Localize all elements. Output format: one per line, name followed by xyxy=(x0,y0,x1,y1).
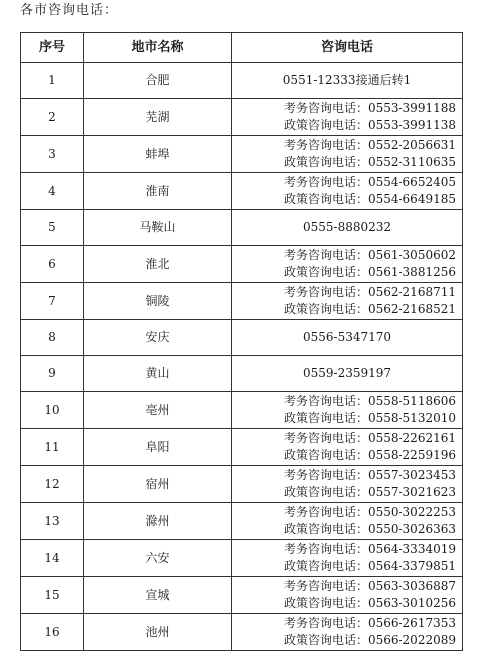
row-index: 5 xyxy=(21,210,84,246)
city-name: 淮南 xyxy=(84,173,232,210)
header-index: 序号 xyxy=(21,33,84,63)
row-index: 2 xyxy=(21,99,84,136)
phone-cell xyxy=(232,136,463,173)
table-row xyxy=(21,246,463,283)
phone-cell xyxy=(232,466,463,503)
contact-table xyxy=(20,32,463,651)
phone-cell xyxy=(232,503,463,540)
phone-number-primary: 0556-5347170 xyxy=(302,330,392,344)
row-index: 9 xyxy=(21,356,84,392)
city-name: 合肥 xyxy=(84,63,232,99)
phone-number-primary: 考务咨询电话：0564-3334019 xyxy=(283,542,456,556)
row-index: 6 xyxy=(21,246,84,283)
phone-cell xyxy=(232,429,463,466)
phone-number-primary: 考务咨询电话：0561-3050602 xyxy=(283,248,456,262)
city-name: 六安 xyxy=(84,540,232,577)
table-row xyxy=(21,503,463,540)
phone-number-primary: 考务咨询电话：0566-2617353 xyxy=(283,616,456,630)
phone-number-secondary: 政策咨询电话：0564-3379851 xyxy=(283,559,456,573)
phone-number-secondary: 政策咨询电话：0561-3881256 xyxy=(283,265,456,279)
phone-cell xyxy=(232,392,463,429)
phone-cell xyxy=(232,540,463,577)
phone-number-secondary: 政策咨询电话：0563-3010256 xyxy=(283,596,456,610)
table-row xyxy=(21,466,463,503)
city-name: 铜陵 xyxy=(84,283,232,320)
table-row xyxy=(21,63,463,99)
city-name: 亳州 xyxy=(84,392,232,429)
phone-number-secondary: 政策咨询电话：0554-6649185 xyxy=(283,192,456,206)
city-name: 淮北 xyxy=(84,246,232,283)
city-name: 池州 xyxy=(84,614,232,651)
city-name: 滁州 xyxy=(84,503,232,540)
table-row xyxy=(21,356,463,392)
row-index: 8 xyxy=(21,320,84,356)
phone-cell xyxy=(232,614,463,651)
table-row xyxy=(21,283,463,320)
row-index: 7 xyxy=(21,283,84,320)
header-city: 地市名称 xyxy=(84,33,232,63)
row-index: 16 xyxy=(21,614,84,651)
table-body xyxy=(21,63,463,651)
phone-number-secondary: 政策咨询电话：0553-3991138 xyxy=(283,118,456,132)
row-index: 12 xyxy=(21,466,84,503)
phone-number-secondary: 政策咨询电话：0552-3110635 xyxy=(283,155,456,169)
phone-number-secondary: 政策咨询电话：0558-5132010 xyxy=(283,411,456,425)
table-header-row xyxy=(21,33,463,63)
city-name: 马鞍山 xyxy=(84,210,232,246)
table-row xyxy=(21,540,463,577)
table-row xyxy=(21,99,463,136)
phone-number-primary: 考务咨询电话：0558-5118606 xyxy=(283,394,456,408)
phone-number-primary: 0555-8880232 xyxy=(302,220,392,234)
phone-cell xyxy=(232,356,463,392)
city-name: 阜阳 xyxy=(84,429,232,466)
row-index: 4 xyxy=(21,173,84,210)
phone-cell xyxy=(232,246,463,283)
city-name: 宿州 xyxy=(84,466,232,503)
table-row xyxy=(21,320,463,356)
city-name: 宣城 xyxy=(84,577,232,614)
header-phone: 咨询电话 xyxy=(232,33,463,63)
table-row xyxy=(21,429,463,466)
phone-cell xyxy=(232,173,463,210)
phone-number-primary: 考务咨询电话：0552-2056631 xyxy=(283,138,456,152)
phone-cell xyxy=(232,283,463,320)
phone-number-secondary: 政策咨询电话：0566-2022089 xyxy=(283,633,456,647)
row-index: 11 xyxy=(21,429,84,466)
row-index: 14 xyxy=(21,540,84,577)
phone-number-primary: 考务咨询电话：0562-2168711 xyxy=(283,285,456,299)
city-name: 蚌埠 xyxy=(84,136,232,173)
phone-number-primary: 考务咨询电话：0553-3991188 xyxy=(283,101,456,115)
phone-number-primary: 考务咨询电话：0557-3023453 xyxy=(283,468,456,482)
phone-number-primary: 考务咨询电话：0563-3036887 xyxy=(283,579,456,593)
phone-number-secondary: 政策咨询电话：0562-2168521 xyxy=(283,302,456,316)
row-index: 3 xyxy=(21,136,84,173)
phone-number-secondary: 政策咨询电话：0557-3021623 xyxy=(283,485,456,499)
city-name: 安庆 xyxy=(84,320,232,356)
row-index: 15 xyxy=(21,577,84,614)
phone-number-primary: 考务咨询电话：0554-6652405 xyxy=(283,175,456,189)
document-caption: 各市咨询电话： xyxy=(20,3,119,18)
phone-number-primary: 考务咨询电话：0550-3022253 xyxy=(283,505,456,519)
row-index: 1 xyxy=(21,63,84,99)
phone-number-secondary: 政策咨询电话：0558-2259196 xyxy=(283,448,456,462)
table-row xyxy=(21,173,463,210)
city-name: 黄山 xyxy=(84,356,232,392)
phone-number-primary: 0559-2359197 xyxy=(302,366,392,380)
table-row xyxy=(21,614,463,651)
phone-cell xyxy=(232,577,463,614)
phone-number-primary: 考务咨询电话：0558-2262161 xyxy=(283,431,456,445)
city-name: 芜湖 xyxy=(84,99,232,136)
phone-cell xyxy=(232,63,463,99)
table-row xyxy=(21,392,463,429)
table-row xyxy=(21,210,463,246)
phone-number-primary: 0551-12333接通后转1 xyxy=(282,73,412,87)
row-index: 10 xyxy=(21,392,84,429)
row-index: 13 xyxy=(21,503,84,540)
phone-cell xyxy=(232,320,463,356)
phone-number-secondary: 政策咨询电话：0550-3026363 xyxy=(283,522,456,536)
table-row xyxy=(21,136,463,173)
phone-cell xyxy=(232,99,463,136)
table-row xyxy=(21,577,463,614)
phone-cell xyxy=(232,210,463,246)
